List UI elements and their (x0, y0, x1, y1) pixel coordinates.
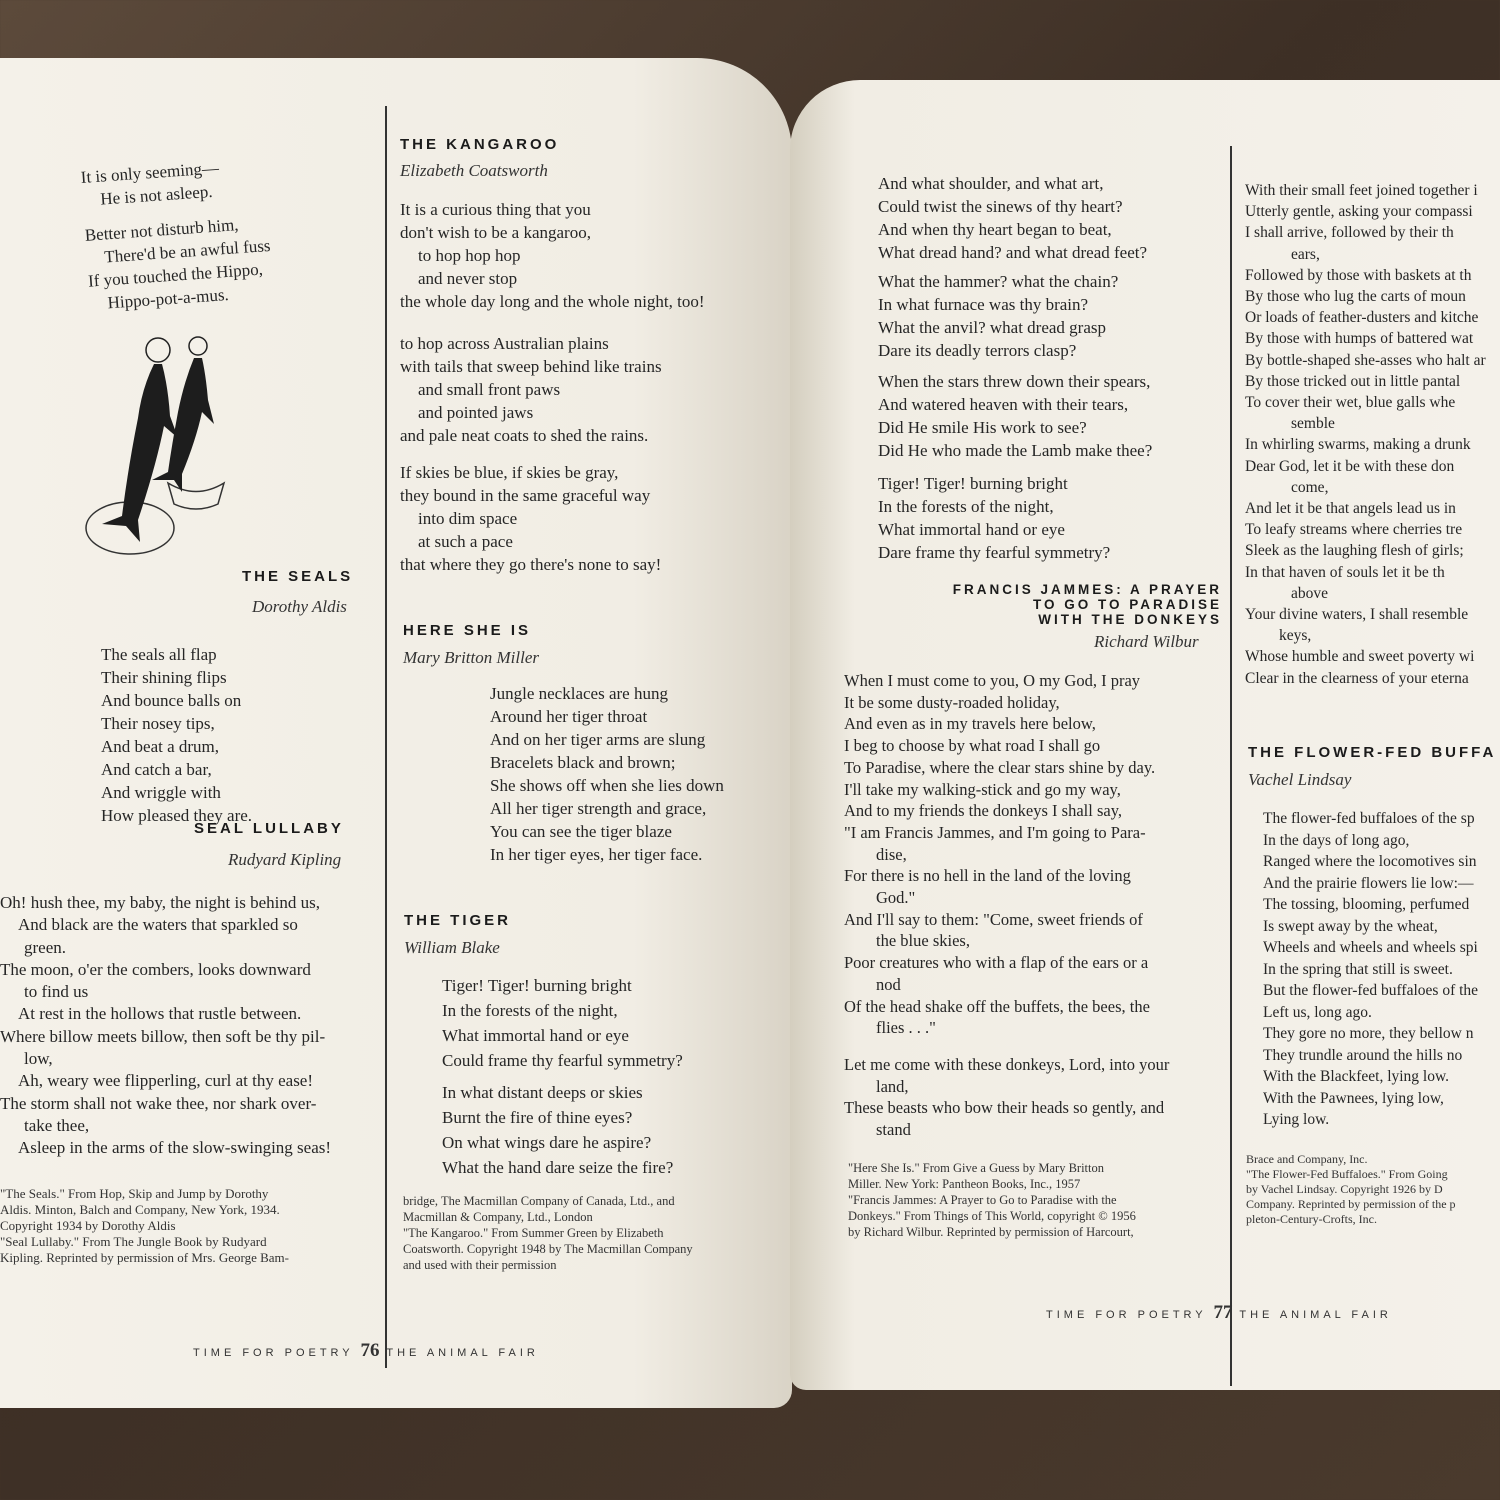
credit-line: "The Kangaroo." From Summer Green by Elizabeth (403, 1226, 664, 1240)
poem-line: And catch a bar, (101, 760, 212, 779)
hippo-fragment (80, 153, 274, 315)
poem-line: Hippo-pot-a-mus. (106, 284, 230, 313)
poem-line: God." (876, 888, 916, 908)
poem-line: Wheels and wheels and wheels spi (1263, 939, 1478, 956)
poem-line: Could twist the sinews of thy heart? (878, 197, 1123, 216)
poem-line: In what distant deeps or skies (442, 1083, 643, 1102)
right-page (790, 80, 1500, 1390)
poem-line: Bracelets black and brown; (490, 753, 676, 772)
poem-line: Burnt the fire of thine eyes? (442, 1108, 633, 1127)
poem-author-tiger: William Blake (404, 938, 500, 957)
poem-line: When I must come to you, O my God, I pray (844, 671, 1141, 690)
poem-line: In the spring that still is sweet. (1263, 960, 1453, 978)
poem-line: I beg to choose by what road I shall go (844, 736, 1101, 756)
poem-line: And when thy heart began to beat, (878, 220, 1112, 239)
poem-title-line: WITH THE DONKEYS (1038, 612, 1222, 627)
poem-line: Their shining flips (101, 668, 227, 687)
credit-line: Aldis. Minton, Balch and Company, New York, 1934. (0, 1202, 280, 1217)
poem-title-here-she-is: HERE SHE IS (403, 622, 532, 639)
footer-book-title: TIME FOR POETRY (1046, 1309, 1207, 1321)
poem-line: land, (876, 1076, 909, 1096)
credit-line: "The Seals." From Hop, Skip and Jump by Dorothy (0, 1186, 269, 1201)
poem-line: Lying low. (1263, 1111, 1330, 1128)
poem-line: low, (24, 1049, 53, 1069)
poem-line: don't wish to be a kangaroo, (400, 223, 591, 242)
poem-line: With their small feet joined together i (1245, 182, 1478, 199)
poem-line: By those who lug the carts of moun (1245, 288, 1466, 306)
poem-line: that where they go there's none to say! (400, 555, 662, 574)
poem-title-buffaloes: THE FLOWER-FED BUFFA (1248, 744, 1497, 761)
kangaroo-stanza-1 (400, 198, 705, 313)
poem-line: Utterly gentle, asking your compassi (1245, 203, 1473, 221)
jammes-continuation (1245, 180, 1486, 689)
poem-line: The flower-fed buffaloes of the sp (1263, 810, 1475, 827)
credit-line: Macmillan & Company, Ltd., London (403, 1210, 593, 1224)
credits-far-right (1246, 1152, 1456, 1227)
poem-line: they bound in the same graceful way (400, 486, 651, 505)
poem-line: And what shoulder, and what art, (878, 174, 1104, 193)
poem-line: When the stars threw down their spears, (878, 372, 1151, 391)
poem-title-jammes (876, 582, 1222, 627)
poem-line: To cover their wet, blue galls whe (1245, 394, 1456, 412)
poem-line: Of the head shake off the buffets, the bees, the (844, 996, 1150, 1016)
poem-line: Tiger! Tiger! burning bright (878, 474, 1068, 493)
poem-line: In whirling swarms, making a drunk (1245, 436, 1471, 454)
poem-line: On what wings dare he aspire? (442, 1133, 652, 1152)
poem-line: Dear God, let it be with these don (1245, 457, 1455, 475)
poem-line: With the Blackfeet, lying low. (1263, 1068, 1450, 1085)
poem-line: And wriggle with (101, 783, 221, 802)
poem-line: Ranged where the locomotives sin (1263, 853, 1477, 870)
poem-line: In the forests of the night, (442, 1001, 618, 1020)
poem-author-seals: Dorothy Aldis (252, 597, 347, 616)
footer-section-title: THE ANIMAL FAIR (1239, 1309, 1392, 1321)
poem-line: Better not disturb him, (84, 215, 240, 245)
poem-line: And I'll say to them: "Come, sweet friends of (844, 909, 1143, 929)
poem-line: Asleep in the arms of the slow-swinging seas! (18, 1138, 332, 1158)
poem-line: In what furnace was thy brain? (878, 295, 1089, 314)
poem-title-line: TO GO TO PARADISE (1032, 597, 1222, 612)
credit-line: Company. Reprinted by permission of the p (1246, 1197, 1456, 1211)
poem-line: keys, (1279, 627, 1312, 645)
footer-book-title: TIME FOR POETRY (193, 1347, 354, 1359)
column-rule-right (1230, 146, 1232, 1386)
poem-line: By bottle-shaped she-asses who halt ar (1245, 351, 1486, 369)
poem-line: If you touched the Hippo, (87, 259, 264, 291)
page-footer-76 (193, 1340, 539, 1362)
credit-line: Copyright 1934 by Dorothy Aldis (0, 1218, 176, 1233)
poem-line: You can see the tiger blaze (490, 822, 672, 841)
poem-line: She shows off when she lies down (490, 776, 724, 795)
poem-line: Where billow meets billow, then soft be thy pil- (0, 1026, 326, 1046)
poem-line: stand (876, 1120, 911, 1140)
poem-line: The seals all flap (101, 645, 217, 664)
tiger-stanza-4 (878, 270, 1118, 362)
jammes-stanza-1 (844, 670, 1155, 1039)
credit-line: "Francis Jammes: A Prayer to Go to Paradise with the (848, 1193, 1117, 1207)
poem-line: come, (1291, 478, 1329, 496)
poem-line: If skies be blue, if skies be gray, (400, 463, 619, 482)
poem-line: Their nosey tips, (101, 714, 215, 733)
poem-line: All her tiger strength and grace, (490, 799, 707, 818)
column-rule-left (385, 106, 387, 1368)
poem-line: above (1291, 584, 1329, 602)
seals-poem (101, 643, 252, 827)
poem-line: The storm shall not wake thee, nor shark over- (0, 1093, 317, 1113)
poem-line: In that haven of souls let it be th (1245, 563, 1445, 581)
credits-left (0, 1186, 289, 1266)
poem-author-jammes: Richard Wilbur (1094, 632, 1199, 651)
poem-line: Whose humble and sweet poverty wi (1245, 648, 1475, 666)
credit-line: bridge, The Macmillan Company of Canada, Ltd., and (403, 1194, 675, 1208)
poem-line: dise, (876, 844, 907, 864)
jammes-stanza-2 (844, 1054, 1169, 1141)
poem-line: It be some dusty-roaded holiday, (844, 692, 1060, 712)
poem-line: They trundle around the hills no (1263, 1046, 1463, 1064)
tiger-stanza-1 (442, 973, 683, 1073)
poem-line: Dare frame thy fearful symmetry? (878, 543, 1111, 562)
poem-line: Could frame thy fearful symmetry? (442, 1051, 683, 1070)
poem-line: What the hammer? what the chain? (878, 272, 1119, 291)
poem-line: to hop across Australian plains (400, 334, 609, 353)
poem-author-buffaloes: Vachel Lindsay (1248, 770, 1352, 789)
poem-title-line: FRANCIS JAMMES: A PRAYER (952, 582, 1222, 597)
credit-line: Miller. New York: Pantheon Books, Inc., 1957 (848, 1177, 1081, 1191)
poem-line: and pointed jaws (418, 403, 534, 422)
poem-line: He is not asleep. (99, 181, 214, 209)
poem-line: By those tricked out in little pantal (1245, 372, 1461, 390)
poem-line: It is only seeming— (80, 158, 220, 187)
poem-line: Your divine waters, I shall resemble (1245, 606, 1469, 624)
poem-line: For there is no hell in the land of the loving (844, 866, 1131, 886)
poem-line: And black are the waters that sparkled so (18, 915, 298, 935)
credit-line: "The Flower-Fed Buffaloes." From Going (1246, 1167, 1448, 1181)
poem-line: The tossing, blooming, perfumed (1263, 896, 1470, 913)
poem-line: The moon, o'er the combers, looks downward (0, 959, 311, 979)
poem-line: What immortal hand or eye (442, 1026, 629, 1045)
poem-line: with tails that sweep behind like trains (400, 357, 662, 376)
poem-author-seal-lullaby: Rudyard Kipling (228, 850, 342, 869)
poem-line: In the days of long ago, (1263, 831, 1410, 849)
poem-line: What the hand dare seize the fire? (442, 1158, 674, 1177)
poem-line: Let me come with these donkeys, Lord, into your (844, 1055, 1170, 1074)
poem-line: to find us (24, 982, 89, 1002)
poem-line: And watered heaven with their tears, (878, 395, 1129, 414)
poem-line: take thee, (24, 1115, 90, 1135)
poem-line: and pale neat coats to shed the rains. (400, 426, 649, 445)
tiger-stanza-2 (442, 1080, 673, 1180)
poem-title-tiger: THE TIGER (404, 912, 512, 929)
poem-line: It is a curious thing that you (400, 200, 591, 219)
credits-right-middle (848, 1160, 1136, 1240)
credit-line: and used with their permission (403, 1258, 557, 1272)
poem-line: the blue skies, (876, 931, 970, 951)
buffaloes-poem (1263, 808, 1478, 1131)
poem-line: How pleased they are. (101, 806, 253, 825)
poem-line: And the prairie flowers lie low:— (1263, 874, 1474, 892)
credits-middle (403, 1193, 693, 1273)
poem-line: nod (876, 974, 901, 994)
left-page (0, 58, 792, 1408)
poem-line: And let it be that angels lead us in (1245, 500, 1456, 518)
poem-line: To leafy streams where cherries tre (1245, 521, 1463, 539)
credit-line: by Richard Wilbur. Reprinted by permission of Harcourt, (848, 1225, 1134, 1239)
seal-lullaby-poem (0, 892, 331, 1160)
poem-line: I shall arrive, followed by their th (1245, 224, 1454, 242)
poem-line: And on her tiger arms are slung (490, 730, 706, 749)
page-footer-77 (1046, 1302, 1392, 1324)
credit-line: "Seal Lullaby." From The Jungle Book by Rudyard (0, 1234, 267, 1249)
poem-line: the whole day long and the whole night, too! (400, 292, 705, 311)
poem-line: Is swept away by the wheat, (1263, 917, 1438, 935)
poem-line: And beat a drum, (101, 737, 220, 756)
poem-line: At rest in the hollows that rustle between. (18, 1004, 302, 1024)
poem-line: With the Pawnees, lying low, (1263, 1089, 1444, 1107)
credit-line: Kipling. Reprinted by permission of Mrs. George Bam- (0, 1250, 289, 1265)
poem-line: What the anvil? what dread grasp (878, 318, 1106, 337)
kangaroo-stanza-2 (400, 332, 662, 447)
poem-line: To Paradise, where the clear stars shine by day. (844, 757, 1156, 777)
page-number: 77 (1213, 1302, 1233, 1323)
poem-line: They gore no more, they bellow n (1263, 1025, 1474, 1042)
poem-line: and small front paws (418, 380, 561, 399)
poem-line: into dim space (418, 509, 518, 528)
tiger-stanza-3 (878, 172, 1147, 264)
poem-line: In her tiger eyes, her tiger face. (490, 845, 703, 864)
poem-line: Followed by those with baskets at th (1245, 266, 1472, 284)
poem-line: In the forests of the night, (878, 497, 1054, 516)
poem-line: And even as in my travels here below, (844, 714, 1096, 734)
credit-line: Brace and Company, Inc. (1246, 1152, 1368, 1166)
poem-line: flies . . ." (876, 1018, 936, 1038)
poem-line: to hop hop hop (418, 246, 521, 265)
poem-line: Tiger! Tiger! burning bright (442, 976, 632, 995)
tiger-stanza-6 (878, 472, 1110, 564)
poem-line: What dread hand? and what dread feet? (878, 243, 1148, 262)
poem-line: Dare its deadly terrors clasp? (878, 341, 1077, 360)
poem-line: There'd be an awful fuss (103, 235, 272, 267)
poem-title-kangaroo: THE KANGAROO (400, 136, 560, 153)
poem-line: and never stop (418, 269, 518, 288)
poem-line: Or loads of feather-dusters and kitche (1245, 309, 1479, 327)
poem-title-seals: THE SEALS (242, 568, 354, 585)
footer-section-title: THE ANIMAL FAIR (386, 1347, 539, 1359)
poem-line: What immortal hand or eye (878, 520, 1065, 539)
poem-line: Jungle necklaces are hung (490, 684, 668, 703)
poem-line: ears, (1291, 245, 1320, 263)
kangaroo-stanza-3 (400, 461, 661, 576)
credit-line: by Vachel Lindsay. Copyright 1926 by D (1246, 1182, 1443, 1196)
poem-line: at such a pace (418, 532, 513, 551)
poem-line: By those with humps of battered wat (1245, 330, 1474, 348)
poem-line: Did He smile His work to see? (878, 418, 1087, 437)
credit-line: pleton-Century-Crofts, Inc. (1246, 1212, 1377, 1226)
seals-illustration (78, 328, 248, 568)
here-she-is-poem (490, 682, 724, 866)
poem-title-seal-lullaby: SEAL LULLABY (194, 820, 344, 837)
credit-line: Coatsworth. Copyright 1948 by The Macmillan Company (403, 1242, 693, 1256)
poem-line: And bounce balls on (101, 691, 242, 710)
poem-line: Oh! hush thee, my baby, the night is behind us, (0, 893, 320, 912)
poem-author-here-she-is: Mary Britton Miller (403, 648, 539, 667)
tiger-stanza-5 (878, 370, 1152, 462)
poem-line: Did He who made the Lamb make thee? (878, 441, 1153, 460)
poem-line: semble (1291, 415, 1335, 433)
poem-line: Left us, long ago. (1263, 1003, 1372, 1021)
poem-line: These beasts who bow their heads so gently, and (844, 1098, 1165, 1118)
poem-author-kangaroo: Elizabeth Coatsworth (400, 161, 548, 180)
poem-line: Ah, weary wee flipperling, curl at thy ease! (18, 1071, 314, 1091)
poem-line: Sleek as the laughing flesh of girls; (1245, 542, 1464, 560)
poem-line: And to my friends the donkeys I shall say, (844, 801, 1123, 821)
credit-line: "Here She Is." From Give a Guess by Mary Britton (848, 1161, 1104, 1175)
poem-line: Around her tiger throat (490, 707, 648, 726)
poem-line: Poor creatures who with a flap of the ears or a (844, 953, 1149, 973)
page-number: 76 (360, 1340, 380, 1361)
credit-line: Donkeys." From Things of This World, copyright © 1956 (848, 1209, 1136, 1223)
poem-line: green. (24, 937, 67, 957)
poem-line: I'll take my walking-stick and go my way, (844, 779, 1121, 799)
poem-line: "I am Francis Jammes, and I'm going to Para- (844, 822, 1146, 842)
poem-line: Clear in the clearness of your eterna (1245, 669, 1469, 687)
poem-line: But the flower-fed buffaloes of the (1263, 982, 1479, 999)
